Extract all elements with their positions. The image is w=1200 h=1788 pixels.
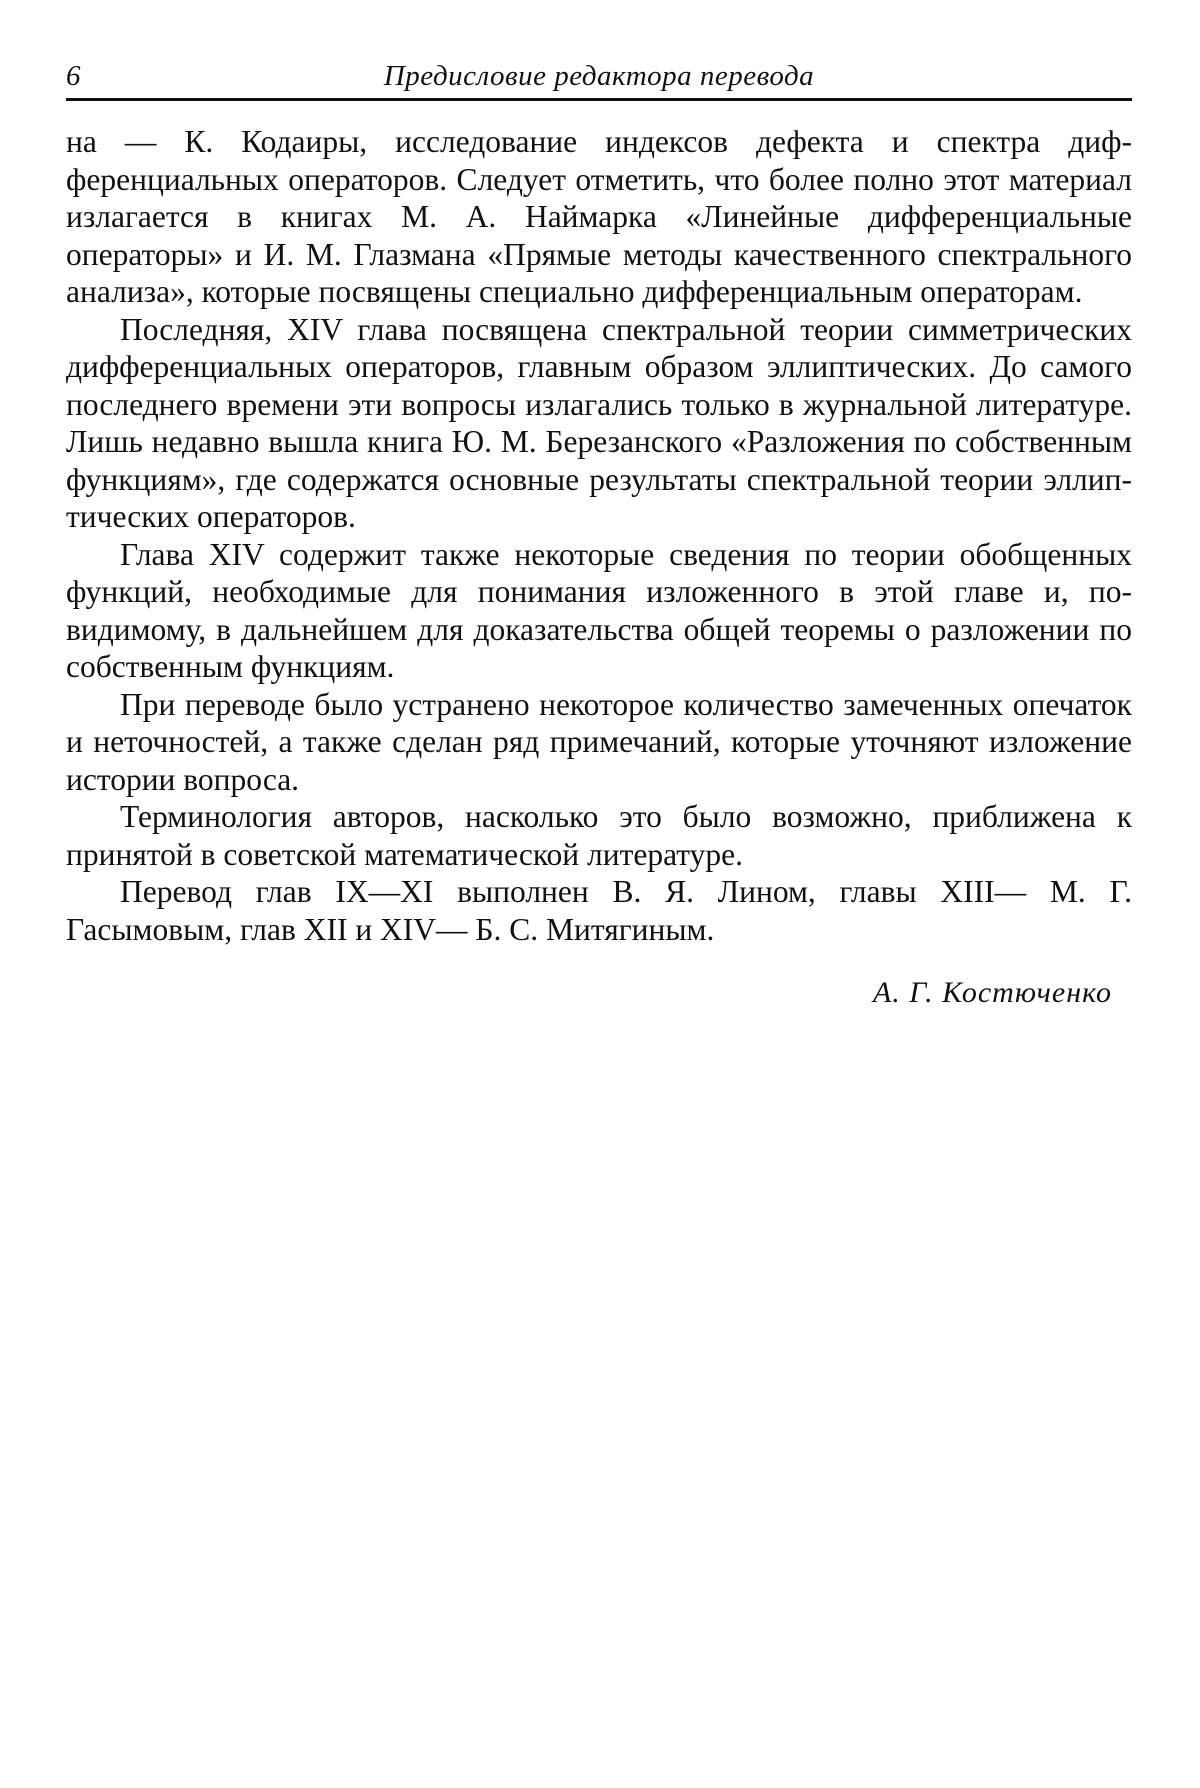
- paragraph-terminology: Терминология авторов, насколько это было возможно, приближена к принятой в советской математической литературе.: [66, 799, 1132, 872]
- paragraph-generalized-functions: Глава XIV содержит также некоторые сведения по теории обобщенных функций, необходимые для понимания изложенного в этой главе и, по-видимому, в дальнейшем для доказательства общей теоремы о разложении по собственным функциям.: [66, 536, 1132, 684]
- paragraph-chapter-xiv: Последняя, XIV глава посвящена спектральной теории симметрических дифференциальных операторов, главным образом эллиптических. До самого последнего времени эти вопросы излагались только в журнальной литературе. Лишь недавно вышла книга Ю. М. Березанского «Разложения по собственным функциям», где содержатся основные результаты спектральной теории эллиптических операторов.: [66, 311, 1132, 534]
- body-text: [66, 123, 1132, 948]
- paragraph-corrections: При переводе было устранено некоторое количество замеченных опечаток и неточностей, а также сделан ряд примечаний, которые уточняют изложение истории вопроса.: [66, 686, 1132, 797]
- paragraph-translators: Перевод глав IX—XI выполнен В. Я. Лином, главы XIII— М. Г. Гасымовым, глав XII и XIV— Б. С. Митягиным.: [66, 874, 1132, 947]
- paragraph-continued: на — К. Кодаиры, исследование индексов дефекта и спектра дифференциальных операторов. Следует отметить, что более полно этот материал излагается в книгах М. А. Наймарка «Линейные дифференциальные операторы» и И. М. Глазмана «Прямые методы качественного спектрального анализа», которые посвящены специально дифференциальным операторам.: [66, 124, 1132, 309]
- page-number: 6: [66, 60, 81, 92]
- book-page: [66, 52, 1132, 1010]
- running-head: [66, 52, 1132, 101]
- running-title: Предисловие редактора перевода: [383, 60, 815, 92]
- editor-signature: А. Г. Костюченко: [872, 976, 1112, 1009]
